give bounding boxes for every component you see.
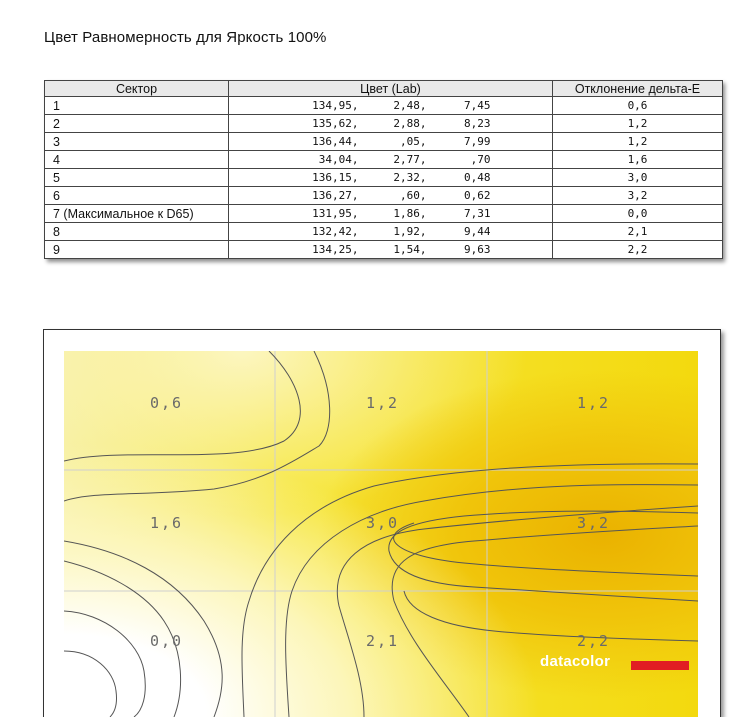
map-value-sector-9: 2,2 [577, 632, 611, 650]
table-row [45, 241, 723, 259]
lab-values [229, 189, 552, 202]
lab-component: 7,99 [464, 135, 491, 148]
datacolor-logo-bar [631, 661, 689, 670]
lab-component: 136,15, [312, 171, 359, 184]
lab-cell [229, 169, 553, 187]
lab-values [229, 135, 552, 148]
lab-component: 131,95, [312, 207, 359, 220]
lab-values [229, 243, 552, 256]
lab-component: 1,86, [393, 207, 427, 220]
lab-component: 134,25, [312, 243, 359, 256]
delta-e-cell: 1,2 [553, 115, 723, 133]
lab-component: 0,62 [464, 189, 491, 202]
table-row [45, 205, 723, 223]
map-value-sector-2: 1,2 [366, 394, 400, 412]
lab-component: 1,92, [393, 225, 427, 238]
uniformity-table-container [44, 80, 722, 259]
lab-cell [229, 205, 553, 223]
uniformity-map-frame [43, 329, 721, 717]
lab-cell [229, 115, 553, 133]
lab-component: 1,54, [393, 243, 427, 256]
uniformity-table [44, 80, 723, 259]
lab-values [229, 171, 552, 184]
delta-e-cell: 0,0 [553, 205, 723, 223]
lab-component: 2,88, [393, 117, 427, 130]
lab-component: 134,95, [312, 99, 359, 112]
sector-cell: 4 [45, 151, 229, 169]
delta-e-cell: 2,2 [553, 241, 723, 259]
lab-component: 136,44, [312, 135, 359, 148]
lab-component: ,70 [470, 153, 491, 166]
lab-component: 0,48 [464, 171, 491, 184]
lab-component: 8,23 [464, 117, 491, 130]
header-delta-e: Отклонение дельта-E [553, 81, 723, 97]
delta-e-cell: 2,1 [553, 223, 723, 241]
lab-component: 9,63 [464, 243, 491, 256]
header-sector: Сектор [45, 81, 229, 97]
datacolor-logo-text: datacolor [540, 653, 611, 670]
lab-cell [229, 97, 553, 115]
lab-component: 9,44 [464, 225, 491, 238]
lab-values [229, 153, 552, 166]
delta-e-cell: 3,2 [553, 187, 723, 205]
delta-e-cell: 3,0 [553, 169, 723, 187]
lab-values [229, 99, 552, 112]
sector-cell: 2 [45, 115, 229, 133]
lab-component: 7,31 [464, 207, 491, 220]
lab-component: 2,77, [393, 153, 427, 166]
lab-component: 34,04, [318, 153, 359, 166]
map-value-sector-1: 0,6 [150, 394, 184, 412]
map-value-sector-6: 3,2 [577, 514, 611, 532]
sector-cell: 7 (Максимальное к D65) [45, 205, 229, 223]
lab-component: 7,45 [464, 99, 491, 112]
lab-component: ,60, [400, 189, 427, 202]
map-value-sector-5: 3,0 [366, 514, 400, 532]
sector-cell: 6 [45, 187, 229, 205]
lab-values [229, 117, 552, 130]
lab-component: 132,42, [312, 225, 359, 238]
lab-cell [229, 151, 553, 169]
map-value-sector-7: 0,0 [150, 632, 184, 650]
lab-component: 2,48, [393, 99, 427, 112]
table-row [45, 187, 723, 205]
lab-values [229, 207, 552, 220]
delta-e-cell: 1,2 [553, 133, 723, 151]
map-value-sector-3: 1,2 [577, 394, 611, 412]
table-row [45, 133, 723, 151]
delta-e-cell: 0,6 [553, 97, 723, 115]
lab-cell [229, 241, 553, 259]
table-row [45, 151, 723, 169]
sector-cell: 5 [45, 169, 229, 187]
lab-cell [229, 187, 553, 205]
lab-component: 135,62, [312, 117, 359, 130]
table-row [45, 97, 723, 115]
header-lab: Цвет (Lab) [229, 81, 553, 97]
lab-cell [229, 133, 553, 151]
sector-cell: 8 [45, 223, 229, 241]
table-row [45, 169, 723, 187]
map-value-sector-8: 2,1 [366, 632, 400, 650]
lab-cell [229, 223, 553, 241]
table-row [45, 223, 723, 241]
table-header-row [45, 81, 723, 97]
map-value-sector-4: 1,6 [150, 514, 184, 532]
lab-component: 2,32, [393, 171, 427, 184]
sector-cell: 3 [45, 133, 229, 151]
sector-cell: 9 [45, 241, 229, 259]
lab-component: ,05, [400, 135, 427, 148]
table-row [45, 115, 723, 133]
lab-component: 136,27, [312, 189, 359, 202]
page-title: Цвет Равномерность для Яркость 100% [44, 29, 327, 46]
sector-cell: 1 [45, 97, 229, 115]
delta-e-cell: 1,6 [553, 151, 723, 169]
lab-values [229, 225, 552, 238]
